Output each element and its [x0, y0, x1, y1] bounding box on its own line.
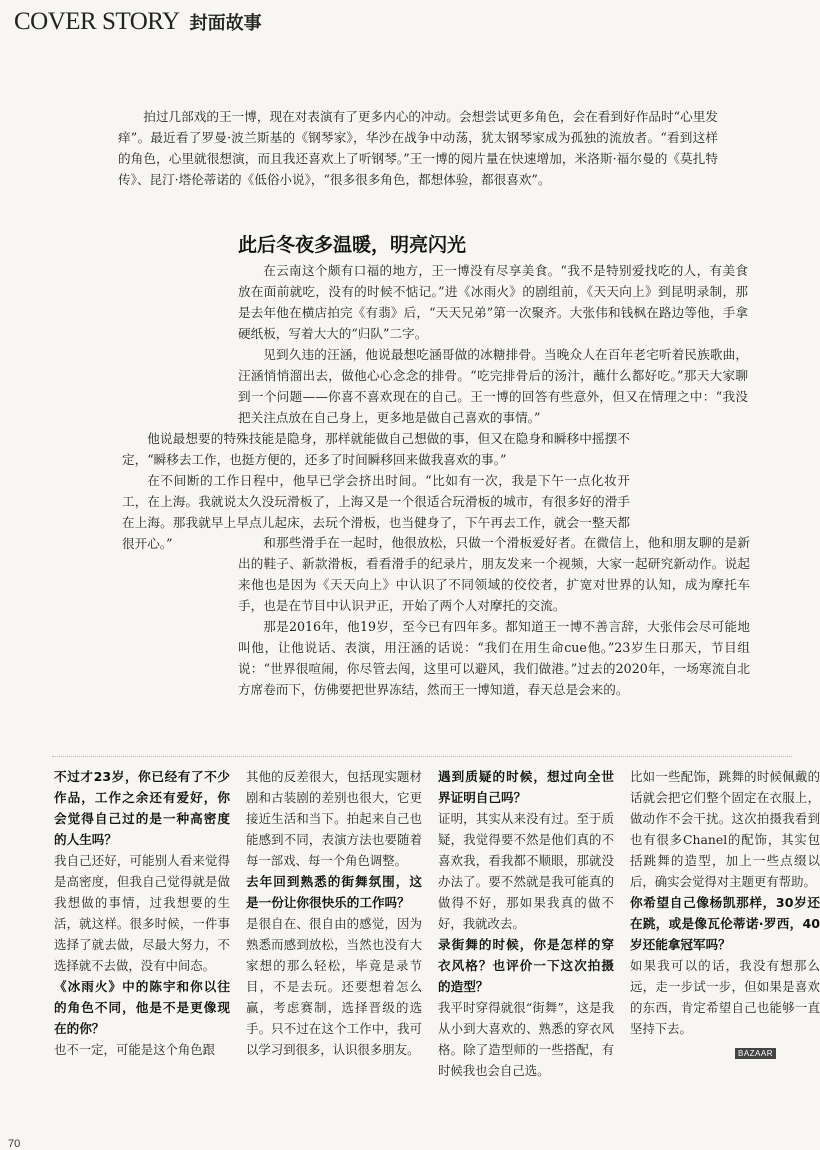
- qa-question: 录街舞的时候，你是怎样的穿衣风格？也评价一下这次拍摄的造型？: [438, 937, 614, 994]
- article-paragraph: 拍过几部戏的王一博，现在对表演有了更多内心的冲动。会想尝试更多角色，会在看到好作品时“心里发痒”。最近看了罗曼·波兰斯基的《钢琴家》，华沙在战争中动荡，犹太钢琴家成为孤独的流放者。“看到这样的角色，心里就很想演，而且我还喜欢上了听钢琴。”王一博的阅片量在快速增加，米洛斯·福尔曼的《莫扎特传》、昆汀·塔伦蒂诺的《低俗小说》，“很多很多角色，都想体验，都很喜欢”。: [118, 109, 718, 187]
- qa-column-3: [438, 766, 614, 1081]
- qa-question: 去年回到熟悉的街舞氛围，这是一份让你很快乐的工作吗？: [246, 874, 422, 910]
- qa-answer: 我平时穿得就很“街舞”，这是我从小到大喜欢的、熟悉的穿衣风格。除了造型师的一些搭配，有时候我也会自己选。: [438, 1000, 614, 1078]
- section-header: [14, 8, 262, 36]
- qa-question: 你希望自己像杨凯那样，30岁还在跳，或是像瓦伦蒂诺·罗西，40岁还能拿冠军吗？: [630, 895, 820, 952]
- qa-question: 遇到质疑的时候，想过向全世界证明自己吗？: [438, 769, 614, 805]
- qa-answer: 证明，其实从来没有过。至于质疑，我觉得要不然是他们真的不喜欢我，看我都不顺眼，那就没办法了。要不然就是我可能真的做得不好，那如果我真的做不好，我就改去。: [438, 811, 614, 931]
- article-paragraph: 他说最想要的特殊技能是隐身，那样就能做自己想做的事，但又在隐身和瞬移中摇摆不定，“瞬移去工作，也挺方便的，还多了时间瞬移回来做我喜欢的事。”: [122, 431, 630, 467]
- section-title-en: COVER STORY: [14, 8, 180, 35]
- article-paragraph: 在云南这个颇有口福的地方，王一博没有尽享美食。“我不是特别爱找吃的人，有美食放在面前就吃，没有的时候不惦记。”进《冰雨火》的剧组前，《天天向上》到昆明录制，那是去年他在横店拍完《有翡》后，“天天兄弟”第一次聚齐。大张伟和钱枫在路边等他，手拿硬纸板，写着大大的“归队”二字。: [238, 263, 748, 341]
- section-title-cn: 封面故事: [189, 13, 262, 34]
- qa-answer: 我自己还好，可能别人看来觉得是高密度，但我自己觉得就是做我想做的事情，过我想要的生活，就这样。很多时候，一件事选择了就去做，尽最大努力，不选择就不去做，没有中间态。: [54, 853, 230, 973]
- magazine-logo-badge: BAZAAR: [735, 1048, 776, 1059]
- section-divider: [52, 756, 792, 757]
- article-paragraph: 在不间断的工作日程中，他早已学会挤出时间。“比如有一次，我是下午一点化妆开工，在上海。我就说太久没玩滑板了，上海又是一个很适合玩滑板的城市，有很多好的滑手在上海。那我就早上早点儿起床，去玩个滑板，也当健身了，下午再去工作，就会一整天都很开心。”: [122, 473, 630, 551]
- qa-answer: 如果我可以的话，我没有想那么远，走一步试一步，但如果是喜欢的东西，肯定希望自己也能够一直坚持下去。: [630, 958, 820, 1036]
- qa-answer: 其他的反差很大，包括现实题材剧和古装剧的差别也很大，它更接近生活和当下。拍起来自己也能感到不同，表演方法也要随着每一部戏、每一个角色调整。: [246, 769, 422, 868]
- article-paragraph: 那是2016年，他19岁，至今已有四年多。都知道王一博不善言辞，大张伟会尽可能地叫他，让他说话、表演，用汪涵的话说：“我们在用生命cue他。”23岁生日那天，节目组说：“世界很喧闹，你尽管去闯，这里可以避风，我们做港。”过去的2020年，一场寒流自北方席卷而下，仿佛要把世界冻结，然而王一博知道，春天总是会来的。: [238, 619, 750, 697]
- article-paragraph: 和那些滑手在一起时，他很放松，只做一个滑板爱好者。在微信上，他和朋友聊的是新出的鞋子、新款滑板，看看滑手的纪录片，朋友发来一个视频，大家一起研究新动作。说起来他也是因为《天天向上》中认识了不同领域的佼佼者，扩宽对世界的认知，成为摩托车手，也是在节目中认识尹正，开始了两个人对摩托的交流。: [238, 535, 750, 613]
- qa-question: 《冰雨火》中的陈宇和你以往的角色不同，他是不是更像现在的你？: [54, 979, 230, 1036]
- qa-question: 不过才23岁，你已经有了不少作品，工作之余还有爱好，你会觉得自己过的是一种高密度的人生吗？: [54, 769, 230, 847]
- qa-column-1: [54, 766, 230, 1081]
- qa-section: [54, 766, 820, 1078]
- page-number: 70: [8, 1138, 21, 1150]
- qa-column-2: [246, 766, 422, 1081]
- qa-answer: 比如一些配饰，跳舞的时候佩戴的话就会把它们整个固定在衣服上，做动作不会干扰。这次拍摄我看到也有很多Chanel的配饰，其实包括跳舞的造型，加上一些点缀以后，确实会觉得对主题更有帮助。: [630, 769, 820, 889]
- qa-answer: 也不一定，可能是这个角色跟: [54, 1042, 216, 1057]
- qa-answer: 是很自在、很自由的感觉，因为熟悉而感到放松，当然也没有大家想的那么轻松，毕竟是录节目，不是去玩。还要想着怎么赢，考虑赛制，选择晋级的选手。只不过在这个工作中，我可以学习到很多，认识很多朋友。: [246, 916, 422, 1057]
- qa-column-4: [630, 766, 820, 1081]
- article-paragraph: 见到久违的汪涵，他说最想吃涵哥做的冰糖排骨。当晚众人在百年老宅听着民族歌曲，汪涵悄悄溜出去，做他心心念念的排骨。“吃完排骨后的汤汁，蘸什么都好吃。”那天大家聊到一个问题——你喜不喜欢现在的自己。王一博的回答有些意外，但又在情理之中：“我没把关注点放在自己身上，更多地是做自己喜欢的事情。”: [238, 347, 748, 425]
- article-subheading: 此后冬夜多温暖，明亮闪光: [238, 234, 467, 256]
